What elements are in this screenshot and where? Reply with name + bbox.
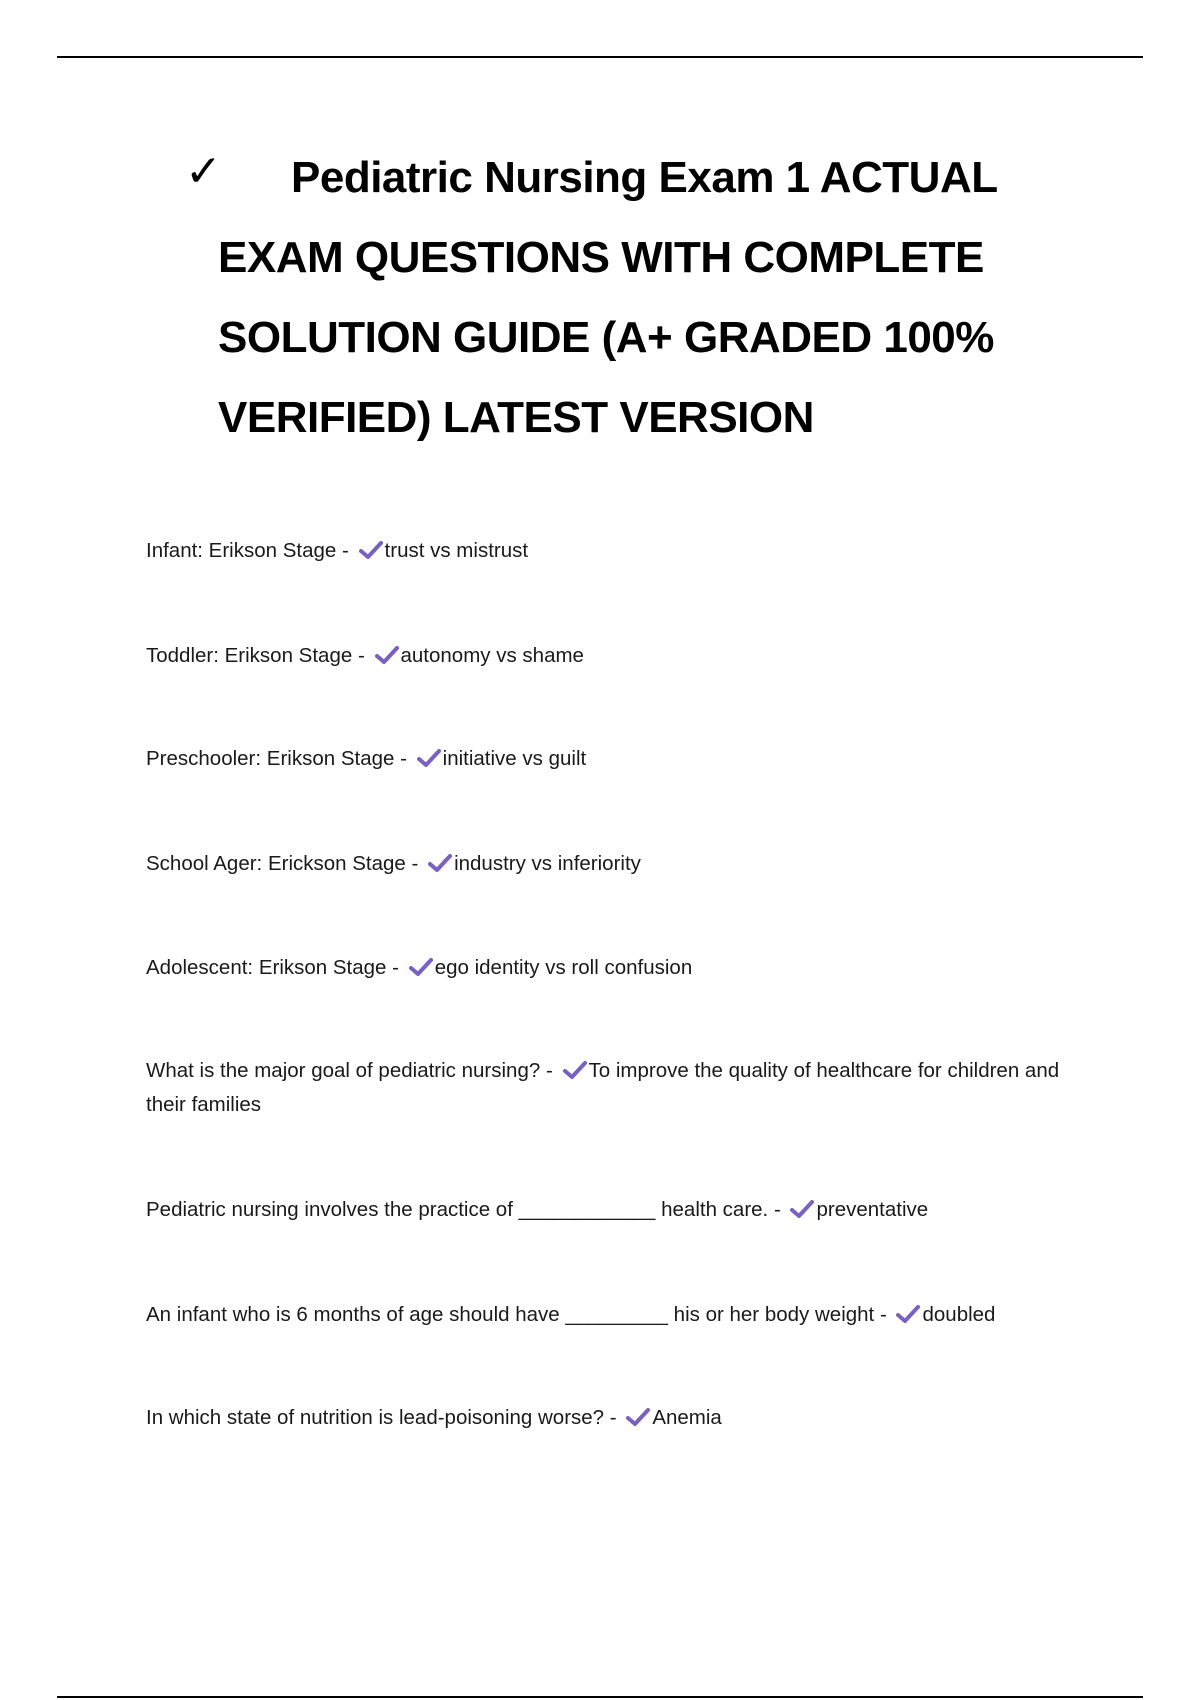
separator: - <box>400 747 407 770</box>
question-text: Preschooler: Erikson Stage <box>146 747 395 770</box>
answer-text: ego identity vs roll confusion <box>434 956 693 979</box>
document-title-block <box>185 138 1085 458</box>
qa-item <box>146 1054 1076 1122</box>
separator: - <box>411 852 419 875</box>
bottom-rule <box>57 1696 1143 1698</box>
qa-item <box>146 1298 1076 1332</box>
question-text: Pediatric nursing involves the practice of ____________ health care. <box>146 1198 769 1221</box>
checkmark-icon: ✓ <box>185 146 222 197</box>
question-text: What is the major goal of pediatric nursing? <box>146 1059 541 1082</box>
qa-item <box>146 534 1076 568</box>
question-text: Adolescent: Erikson Stage <box>146 956 387 979</box>
question-text: In which state of nutrition is lead-poisoning worse? <box>146 1406 605 1429</box>
check-icon <box>428 853 452 873</box>
check-icon <box>626 1407 650 1427</box>
separator: - <box>609 1406 617 1429</box>
qa-item <box>146 742 1076 776</box>
check-icon <box>896 1304 920 1324</box>
answer-text: doubled <box>922 1303 996 1326</box>
question-text: An infant who is 6 months of age should have _________ his or her body weight <box>146 1303 875 1326</box>
answer-text: trust vs mistrust <box>384 539 529 562</box>
answer-text: initiative vs guilt <box>442 747 587 770</box>
answer-text: To improve the quality of healthcare for children and their families <box>146 1059 1060 1116</box>
check-icon <box>417 748 441 768</box>
separator: - <box>773 1198 781 1221</box>
separator: - <box>545 1059 553 1082</box>
check-icon <box>563 1060 587 1080</box>
question-text: Toddler: Erikson Stage <box>146 644 353 667</box>
separator: - <box>357 644 365 667</box>
top-rule <box>57 56 1143 58</box>
qa-item <box>146 951 1076 985</box>
check-icon <box>790 1199 814 1219</box>
separator: - <box>879 1303 887 1326</box>
qa-item <box>146 1401 1076 1435</box>
qa-item <box>146 847 1076 881</box>
question-text: School Ager: Erickson Stage <box>146 852 406 875</box>
qa-item <box>146 1193 1076 1227</box>
document-title: Pediatric Nursing Exam 1 ACTUAL EXAM QUESTIONS WITH COMPLETE SOLUTION GUIDE (A+ GRADED 100% VERIFIED) LATEST VERSION <box>218 153 997 442</box>
separator: - <box>342 539 349 562</box>
check-icon <box>409 957 433 977</box>
question-text: Infant: Erikson Stage <box>146 539 337 562</box>
answer-text: Anemia <box>652 1406 722 1429</box>
answer-text: preventative <box>816 1198 929 1221</box>
separator: - <box>392 956 399 979</box>
answer-text: industry vs inferiority <box>454 852 641 875</box>
check-icon <box>359 540 383 560</box>
answer-text: autonomy vs shame <box>400 644 584 667</box>
qa-item <box>146 639 1076 673</box>
check-icon <box>375 645 399 665</box>
